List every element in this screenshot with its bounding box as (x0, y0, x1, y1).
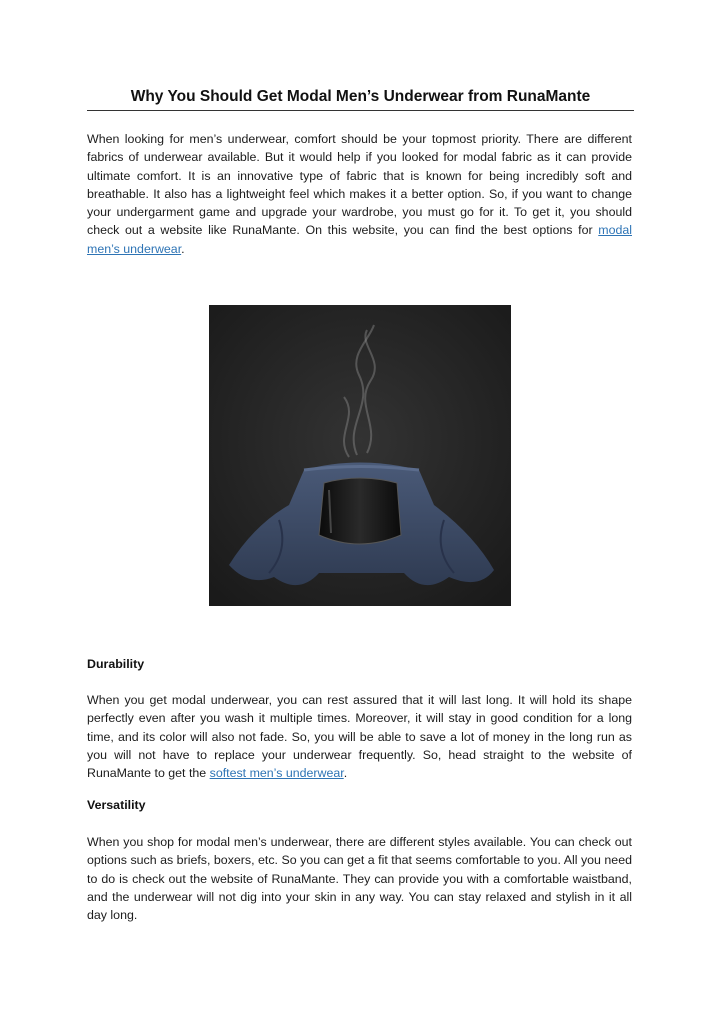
modal-underwear-link[interactable]: modal men’s underwear (87, 223, 632, 256)
durability-end: . (343, 766, 348, 781)
product-photo (209, 305, 511, 606)
versatility-heading: Versatility (87, 798, 146, 812)
versatility-paragraph: When you shop for modal men’s underwear, there are different styles available. You can check out options such as briefs, boxers, etc. So you can get a fit that seems comfortable to you. All you need to do is check out the website of RunaMante. They can provide you with a comfortable waistband, and the underwear will not dig into your skin in any way. You can stay relaxed and stylish in it all day long. (87, 835, 632, 923)
softest-underwear-link[interactable]: softest men’s underwear (209, 766, 344, 781)
durability-heading: Durability (87, 657, 145, 671)
durability-paragraph (87, 691, 632, 782)
glass-jar (319, 478, 401, 544)
durability-text: When you get modal underwear, you can rest assured that it will last long. It will hold its shape perfectly even after you wash it multiple times. Moreover, it will stay in good condition for a long time, and its color will also not fade. So, you will be able to save a lot of money in the long run as you will not have to replace your underwear frequently. So, head straight to the website of RunaMante to get the (87, 693, 632, 781)
intro-paragraph (87, 130, 632, 258)
intro-end: . (181, 241, 185, 256)
page-title: Why You Should Get Modal Men’s Underwear from RunaMante (87, 88, 634, 111)
intro-text: When looking for men’s underwear, comfort should be your topmost priority. There are different fabrics of underwear available. But it would help if you looked for modal fabric as it can provide ultimate comfort. It is an innovative type of fabric that is known for being incredibly soft and breathable. It also has a lightweight feel which makes it a better option. So, if you want to change your undergarment game and upgrade your wardrobe, you must go for it. To get it, you should check out a website like RunaMante. On this website, you can find the best options for (87, 132, 632, 238)
